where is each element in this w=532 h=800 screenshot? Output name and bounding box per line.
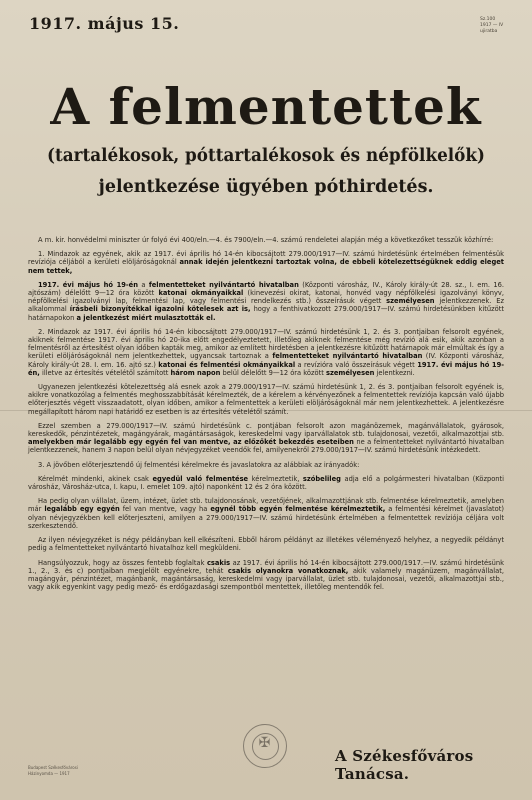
body-text: Az ilyen névjegyzéket is négy példányban kell elkészíteni. Ebből három példányt az illetékes véleményező helyhez, a negyedik példányt pedig a felmentetteket nyilvántartó hivatalhoz kell megküldeni. [28,536,504,553]
subheadline-2: jelentkezése ügyében póthirdetés. [98,177,434,197]
body-text: Ezzel szemben a 279.000/1917—IV. számú hirdetésünk c. pontjában felsorolt azon magánözemek, magánvállalatok, gyárosok, kereskedők, pénzintézetek, magángyárak, magántársaságok, kereskedelmi vagy iparvállalatok stb. tulajdonosai, vezetői, alkalmazottjai stb. [28,421,504,439]
body-paragraph [28,281,504,322]
emphasis-text: amelyekben már legalább egy egyén fel van mentve, az előzőkét bekezdés eseteiben [28,438,354,447]
emphasis-text: felmentetteket nyilvántartó hivatalban [272,352,423,361]
body-paragraph [28,250,504,275]
announcement-body [28,236,504,597]
body-text: A m. kir. honvédelmi miniszter úr folyó évi 400/eln.—4. és 7900/eln.—4. számú rendeletei alapján még a következőket tesszük közhírré: [38,236,494,244]
archive-reference-line: 1917 — IV [480,23,504,28]
archive-reference-line: ujiratba [480,29,498,34]
emphasis-text: a jelentkezést miért mulasztották el. [76,313,216,322]
emphasis-text: írásbeli bizonyítékkal igazolni kötelesek azt is, [69,305,251,314]
body-paragraph [28,236,504,244]
emphasis-text: 1917. évi május hó 19-én, [28,360,504,377]
emphasis-text: katonai okmányaikkal [158,289,244,298]
emphasis-text: három napon [170,368,221,377]
body-paragraph [28,559,504,592]
body-text: Hangsúlyozzuk, hogy az összes fentebb foglaltak [38,558,207,567]
body-text: a revízióra való összeírásuk végett [295,360,418,369]
body-paragraph [28,497,504,530]
body-paragraph [28,536,504,552]
archive-reference-line: Sz.100 [480,17,496,22]
poster-date: 1917. május 15. [29,14,180,33]
subheadline: (tartalékosok, póttartalékosok és népfölkelők) [47,146,485,166]
printer-imprint [28,765,78,776]
emphasis-text: csakis olyanokra vonatkoznak, [227,566,349,575]
body-text: Kérelmét mindenki, akinek csak [38,474,153,483]
body-text: a felmentési kérelmet (javaslatot) olyan névjegyzékben kell előterjeszteni, amilyen a 279.000/1917—IV. számú hirdetésünk értelmében a felmentettek revíziója céljára volt szerkesztendő. [28,505,504,530]
body-paragraph [28,461,504,469]
body-text: illetve az értesítés vételétől számított [39,368,171,377]
emphasis-text: szóbelileg [302,474,341,483]
body-text: belül délelőtt 9—12 óra között [220,368,326,377]
emphasis-text: egyedül való felmentése [152,474,249,483]
body-text: (Központi városház, IV., Károly király-út 28. sz., I. em. 16. ajtószám) délelőtt 9—12 óra között [28,280,505,298]
emphasis-text: személyesen [325,368,375,377]
body-text: ne a felmentetteket nyilvántartó hivatalban jelentkezzenek, hanem 3 napon belül olyan névjegyzéket veendők fel, amilyenekről 279.000/1917—IV. számú hirdetésünk intézkedett. [28,438,504,455]
body-paragraph [28,383,504,416]
emphasis-text: 1917. évi május hó 19-én [38,280,138,289]
body-text: Ha pedig olyan vállalat, üzem, intézet, üzlet stb. tulajdonosának, vezetőjének, alkalmazottjának stb. felmentése kérelmeztetik, amelyben már [28,497,504,514]
body-text: adja elő a polgármesteri hivatalban (Központi városház, Városház-utca, I. kapu, I. emelet 109. ajtó) naponként 12 és 2 óra között. [28,474,505,492]
body-paragraph [28,328,504,377]
emphasis-text: csakis [206,558,231,567]
body-text: (IV. Központi városház, Károly király-út 28. I. em. 16. ajtó sz.) [28,352,504,369]
body-text: kérelmeztetik, [248,474,303,483]
body-text: akik valamely magánüzem, magánvállalat, magángyár, pénzintézet, magánbank, magántársaság, kereskedelmi vagy iparvállalat, üzlet stb. tulajdonosai, vezetői, alkalmazottjai stb., vagy akik egyenkint vagy pedig mező- és erdőgazdasági szempontból mentettek, illetőleg mentendők fel. [28,566,504,592]
body-text: 2. Mindazok az 1917. évi április hó 14-én kibocsájtott 279.000/1917—IV. számú hirdetésünk 1, 2. és 3. pontjaiban felsorolt egyének, akiknek felmentése 1917. évi április hó 20-ika előtt engedélyeztetett, illetőleg akiknek felmentése még revízió alá esik, akik azonban a felmentésről az értesítést olyan időben kapták meg, amikor az említett hirdetésben a jelentkezésre kitűzött határnapok már elmúltak és így a kerületi elöljáróságoknál nem jelentkezhettek, ugyancsak tartoznak a [28,327,504,361]
body-text: (kinevezési okirat, katonai, honvéd vagy népfölkelési igazolványi könyv, népfölkelési igazolványi lap, felmentési lap, vagy felmentési rendelkezés stb.) összeírásuk végett [28,289,504,306]
emphasis-text: felmentetteket nyilvántartó hivatalban [148,280,299,289]
printer-imprint-line: Házinyomda — 1917 [28,770,70,776]
body-text: hogy a fenthivatkozott 279.000/1917—IV. számú hirdetésünkben kitűzött határnapokon [28,305,504,322]
body-text: az 1917. évi április hó 14-én kibocsájtott 279.000/1917.—IV. számú hirdetésünk 1., 2., 3. és c) pontjaiban megjelölt egyénekre, tehát [28,558,504,575]
archive-reference [480,17,503,35]
emphasis-text: személyesen [386,297,435,306]
body-text: jelentkezzenek. Ez alkalommal [28,297,504,314]
printer-imprint-line: Budapest Székesfővárosi [28,765,78,770]
signature: A Székesfőváros Tanácsa. [335,747,474,783]
body-text: 1. Mindazok az egyének, akik az 1917. évi április hó 14-én kibocsájtott 279.000/1917—IV. számú hirdetésünk értelmében felmentésük revíziója céljából a kerületi elöljáróságoknál [28,250,504,267]
headline: A felmentettek [50,77,482,136]
seal-emblem-icon: ✠ [258,735,271,751]
body-text: 3. A jövőben előterjesztendő új felmentési kérelmekre és javaslatokra az alábbiak az irányadók: [38,460,360,469]
body-text: Ugyanezen jelentkezési kötelezettség alá esnek azok a 279.000/1917—IV. számú hirdetésünk 1, 2. és 3. pontjaiban felsorolt egyének is, akikre vonatkozólag a felmentés meghosszabbítását kérelmezték, de a kérelem a kérvényezőnek a felmentettek revíziója kapcsán való újabb előterjesztés végett visszaadatott, olyan időben, amikor a felmentettek a kerületi elöljáróságoknál már nem jelentkezhettek. A jelentkezésre megállapított három napi határidő ez esetben is az értesítés vételétől számít. [28,383,504,416]
body-paragraph [28,422,504,455]
emphasis-text: annak idején jelentkezni tartoztak volna, de ebbeli kötelezettségüknek eddig eleget nem tettek, [28,258,504,275]
emphasis-text: katonai és felmentési okmányaikkal [158,360,296,369]
body-text: jelentkezni. [374,368,415,377]
body-paragraph [28,475,504,491]
official-seal [243,724,287,768]
emphasis-text: legalább egy egyén [44,505,120,514]
body-text: a [137,280,149,289]
body-text: fel van mentve, vagy ha [119,505,211,514]
emphasis-text: egynél több egyén felmentése kérelmeztetik, [210,505,386,514]
